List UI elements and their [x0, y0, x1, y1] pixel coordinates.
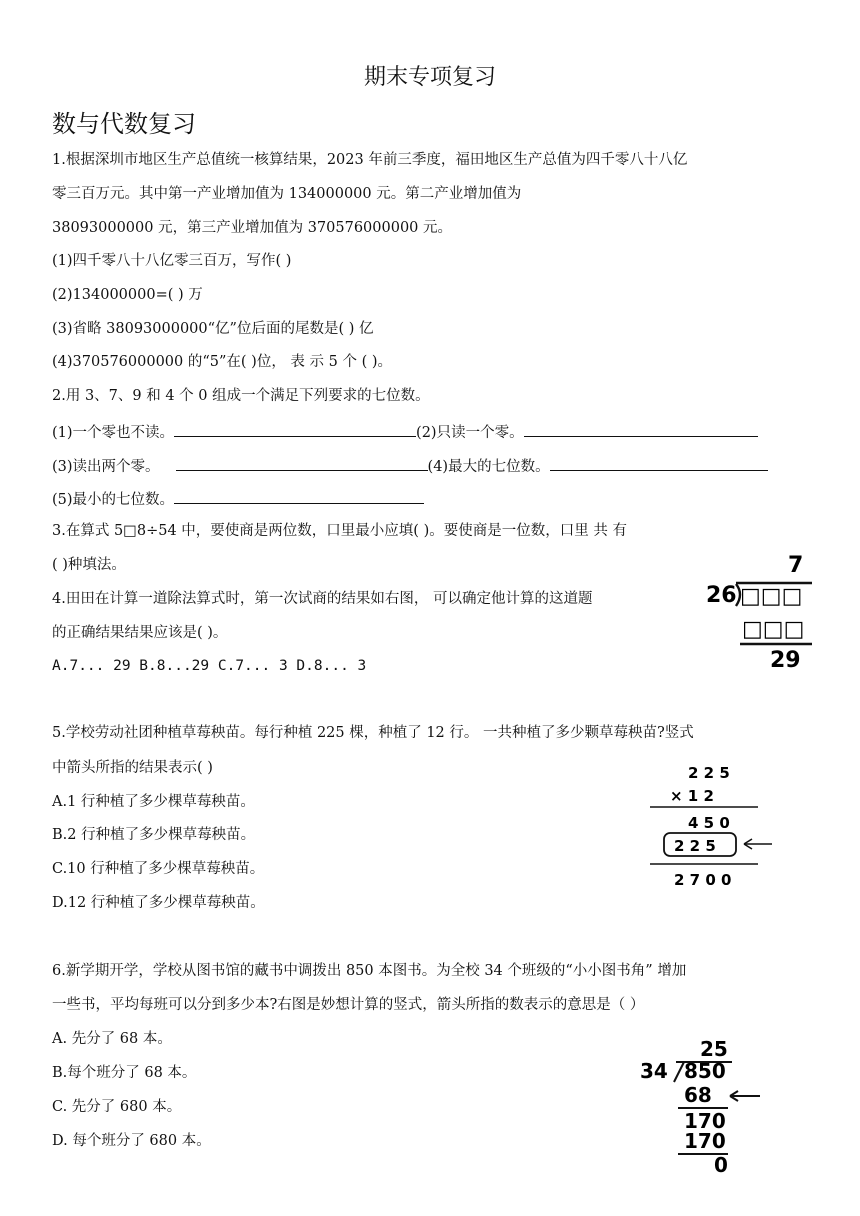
quotient: 25 [700, 1037, 728, 1061]
remainder-1: 170 [684, 1109, 726, 1133]
q5-option-d: D.12 行种植了多少棵草莓秧苗。 [52, 895, 265, 911]
q6-option-a: A. 先分了 68 本。 [52, 1031, 172, 1047]
q3-line2: ( )种填法。 [52, 557, 126, 573]
q2-part1-label: (1)一个零也不读。 [52, 425, 175, 441]
quotient-digit: 7 [788, 553, 804, 578]
q6-option-b: B.每个班分了 68 本。 [52, 1065, 197, 1081]
q2-stem: 2.用 3、7、9 和 4 个 0 组成一个满足下列要求的七位数。 [52, 388, 430, 404]
q3-line1: 3.在算式 5□8÷54 中，要使商是两位数，口里最小应填( )。要使商是一位数，口里 共 有 [52, 523, 627, 539]
dividend-boxes: □□□ [740, 584, 803, 609]
q5-option-a: A.1 行种植了多少棵草莓秧苗。 [52, 794, 255, 810]
q4-division-figure [700, 548, 820, 672]
q1-line1: 1.根据深圳市地区生产总值统一核算结果，2023 年前三季度，福田地区生产总值为四千零八十八亿 [52, 152, 688, 168]
section-heading: 数与代数复习 [52, 110, 196, 138]
q2-part3-label: (3)读出两个零。 [52, 459, 160, 475]
answer-line[interactable] [174, 487, 424, 504]
q2-part4-label: (4)最大的七位数。 [427, 459, 550, 475]
divisor: 26 [706, 583, 737, 608]
q4-options: A.7... 29 B.8...29 C.7... 3 D.8... 3 [52, 658, 367, 674]
q2-row3 [52, 487, 424, 510]
q5-line1: 5.学校劳动社团种植草莓秧苗。每行种植 225 棵，种植了 12 行。 一共种植了多少颗草莓秧苗?竖式 [52, 725, 694, 741]
divisor: 34 [640, 1059, 668, 1083]
q6-division-figure [636, 1036, 776, 1176]
dividend: 850 [684, 1059, 726, 1083]
answer-line[interactable] [176, 454, 428, 471]
q5-line2: 中箭头所指的结果表示( ) [52, 760, 213, 776]
partial-product-1: 4 5 0 [688, 814, 730, 832]
multiplier: × 1 2 [670, 787, 714, 805]
page-title: 期末专项复习 [363, 65, 496, 90]
answer-line[interactable] [550, 454, 768, 471]
q2-row2 [52, 454, 768, 477]
q2-part2-label: (2)只读一个零。 [416, 425, 524, 441]
product-total: 2 7 0 0 [674, 871, 732, 889]
q6-option-c: C. 先分了 680 本。 [52, 1099, 182, 1115]
q2-part5-label: (5)最小的七位数。 [52, 492, 175, 508]
answer-line[interactable] [524, 420, 758, 437]
q1-line3: 38093000000 元，第三产业增加值为 370576000000 元。 [52, 220, 453, 236]
q1-line2: 零三百万元。其中第一产业增加值为 134000000 元。第二产业增加值为 [52, 186, 522, 202]
q1-part4: (4)370576000000 的“5”在( )位， 表 示 5 个 ( )。 [52, 354, 393, 370]
q6-line2: 一些书，平均每班可以分到多少本?右图是妙想计算的竖式，箭头所指的数表示的意思是（ ） [52, 997, 645, 1013]
q1-part1: (1)四千零八十八亿零三百万，写作( ) [52, 253, 292, 269]
q4-line2: 的正确结果结果应该是( )。 [52, 625, 228, 641]
q1-part2: (2)134000000=( ) 万 [52, 287, 203, 303]
q2-row1 [52, 420, 758, 443]
subtraction-2: 170 [684, 1129, 726, 1153]
q4-line1: 4.田田在计算一道除法算式时，第一次试商的结果如右图， 可以确定他计算的这道题 [52, 591, 593, 607]
q6-line1: 6.新学期开学，学校从图书馆的藏书中调拨出 850 本图书。为全校 34 个班级的“小小图书角” 增加 [52, 963, 687, 979]
product-boxes: □□□ [742, 617, 805, 642]
q6-option-d: D. 每个班分了 680 本。 [52, 1133, 211, 1149]
answer-line[interactable] [174, 420, 416, 437]
remainder: 29 [770, 648, 801, 672]
remainder-final: 0 [714, 1153, 728, 1176]
q5-multiplication-figure [640, 756, 790, 892]
multiplicand: 2 2 5 [688, 764, 730, 782]
partial-product-2: 2 2 5 [674, 837, 716, 855]
q5-option-b: B.2 行种植了多少棵草莓秧苗。 [52, 827, 256, 843]
q1-part3: (3)省略 38093000000“亿”位后面的尾数是( ) 亿 [52, 321, 374, 337]
subtraction-1: 68 [684, 1083, 712, 1107]
q5-option-c: C.10 行种植了多少棵草莓秧苗。 [52, 861, 265, 877]
